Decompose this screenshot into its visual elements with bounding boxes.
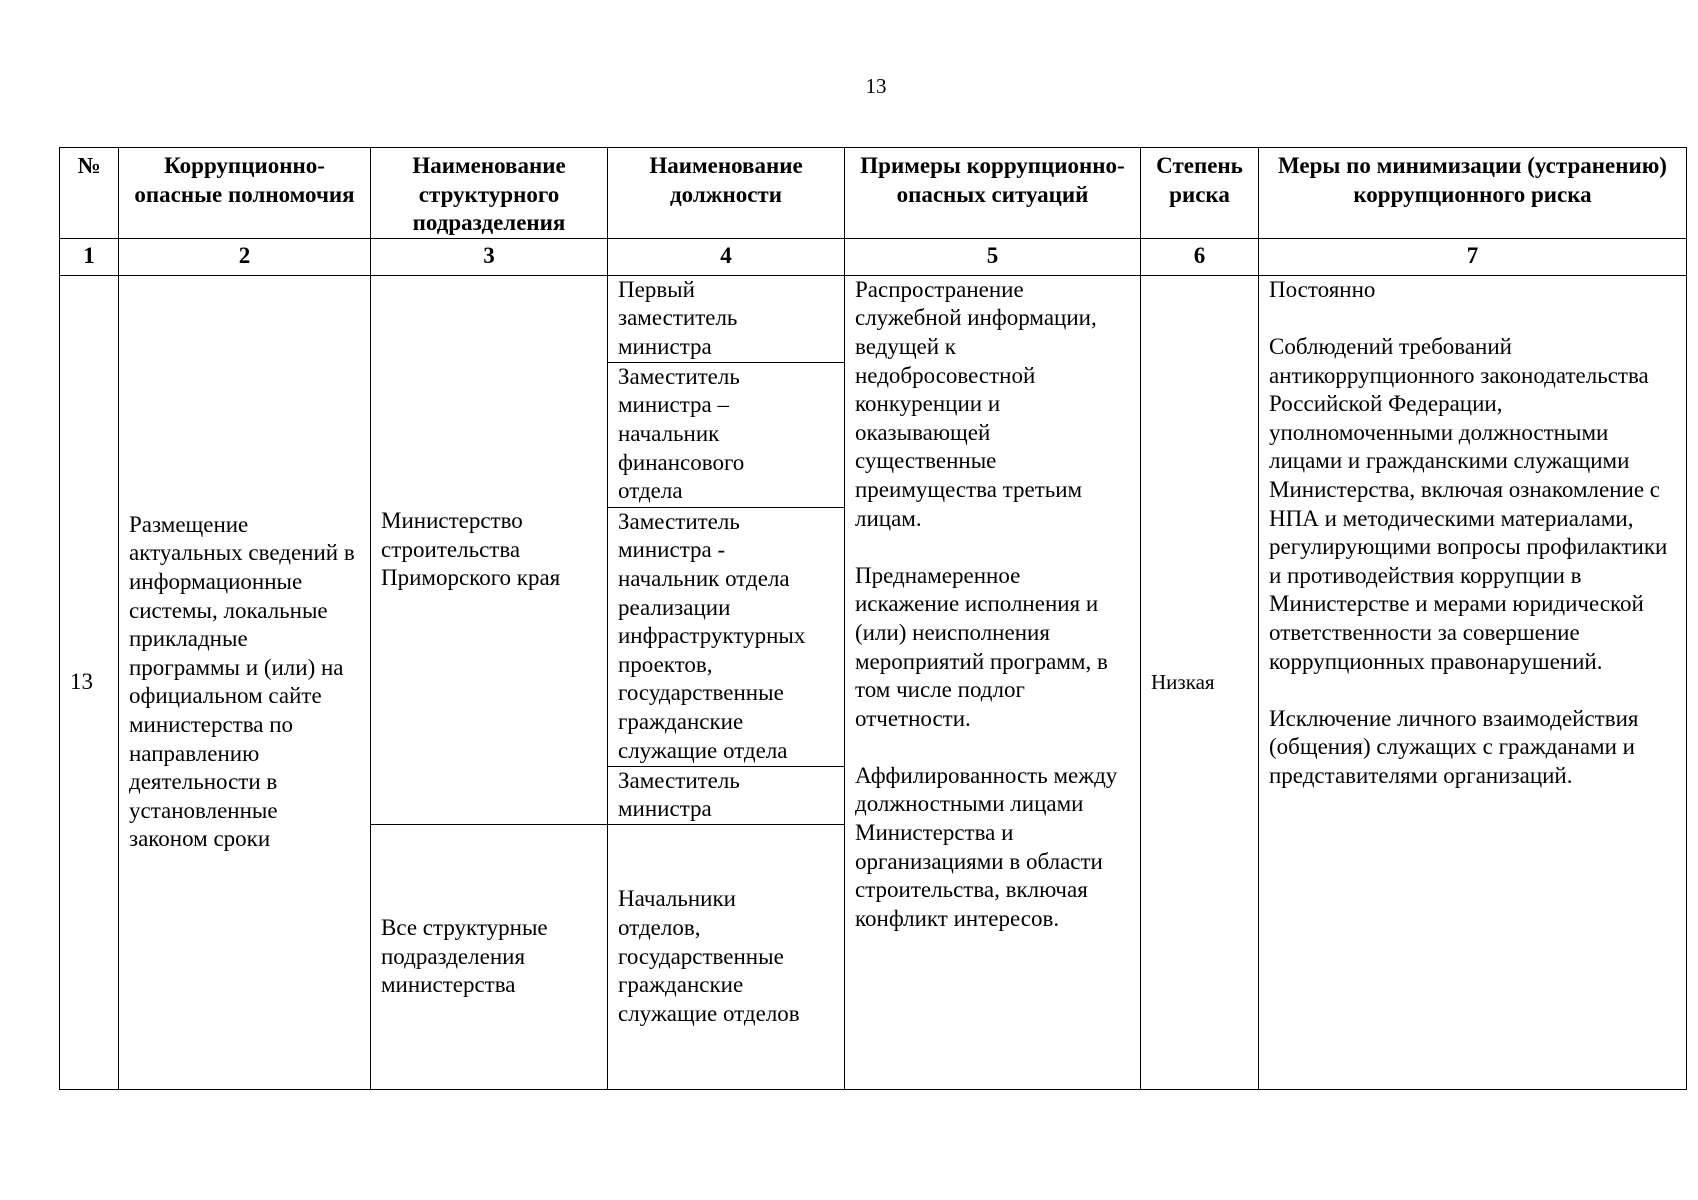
column-number: 7: [1259, 238, 1687, 275]
position-cell: Заместитель министра: [608, 766, 845, 824]
risk-situations-cell: Распространение служебной информации, ведущей к недобросовестной конкуренции и оказывающей существенные преимущества третьим лицам. Преднамеренное искажение исполнения и (или) неисполнения мероприятий программ, в том числе подлог отчетности. Аффилированность между должностными лицами Министерства и организациями в области строительства, включая конфликт интересов.: [845, 275, 1141, 1089]
column-number: 4: [608, 238, 845, 275]
column-number: 2: [119, 238, 371, 275]
header-measures: Меры по минимизации (устранению) коррупционного риска: [1259, 148, 1687, 239]
column-number: 6: [1141, 238, 1259, 275]
column-number-row: [60, 238, 1687, 275]
column-number: 3: [371, 238, 608, 275]
corruption-risk-table: [59, 147, 1687, 1090]
header-examples: Примеры коррупционно-опасных ситуаций: [845, 148, 1141, 239]
row-number: 13: [60, 275, 119, 1089]
position-cell: Заместитель министра - начальник отдела реализации инфраструктурных проектов, государственные гражданские служащие отдела: [608, 507, 845, 766]
header-risk: Степень риска: [1141, 148, 1259, 239]
position-cell: Начальники отделов, государственные гражданские служащие отделов: [608, 824, 845, 1089]
header-unit: Наименование структурного подразделения: [371, 148, 608, 239]
page-number: 13: [865, 74, 887, 98]
risk-level-cell: Низкая: [1141, 275, 1259, 1089]
structural-unit-cell: Министерство строительства Приморского края: [371, 275, 608, 824]
header-position: Наименование должности: [608, 148, 845, 239]
structural-unit-cell: Все структурные подразделения министерства: [371, 824, 608, 1089]
corruption-powers-cell: Размещение актуальных сведений в информационные системы, локальные прикладные программы и (или) на официальном сайте министерства по направлению деятельности в установленные законом сроки: [119, 275, 371, 1089]
table-header-row: [60, 148, 1687, 239]
position-cell: Первый заместитель министра: [608, 275, 845, 362]
table-row: [60, 275, 1687, 362]
column-number: 5: [845, 238, 1141, 275]
position-cell: Заместитель министра – начальник финансового отдела: [608, 362, 845, 507]
mitigation-measures-cell: Постоянно Соблюдений требований антикоррупционного законодательства Российской Федерации, уполномоченными должностными лицами и гражданскими служащими Министерства, включая ознакомление с НПА и методическими материалами, регулирующими вопросы профилактики и противодействия коррупции в Министерстве и мерами юридической ответственности за совершение коррупционных правонарушений. Исключение личного взаимодействия (общения) служащих с гражданами и представителями организаций.: [1259, 275, 1687, 1089]
column-number: 1: [60, 238, 119, 275]
header-powers: Коррупционно-опасные полномочия: [119, 148, 371, 239]
header-num: №: [60, 148, 119, 239]
